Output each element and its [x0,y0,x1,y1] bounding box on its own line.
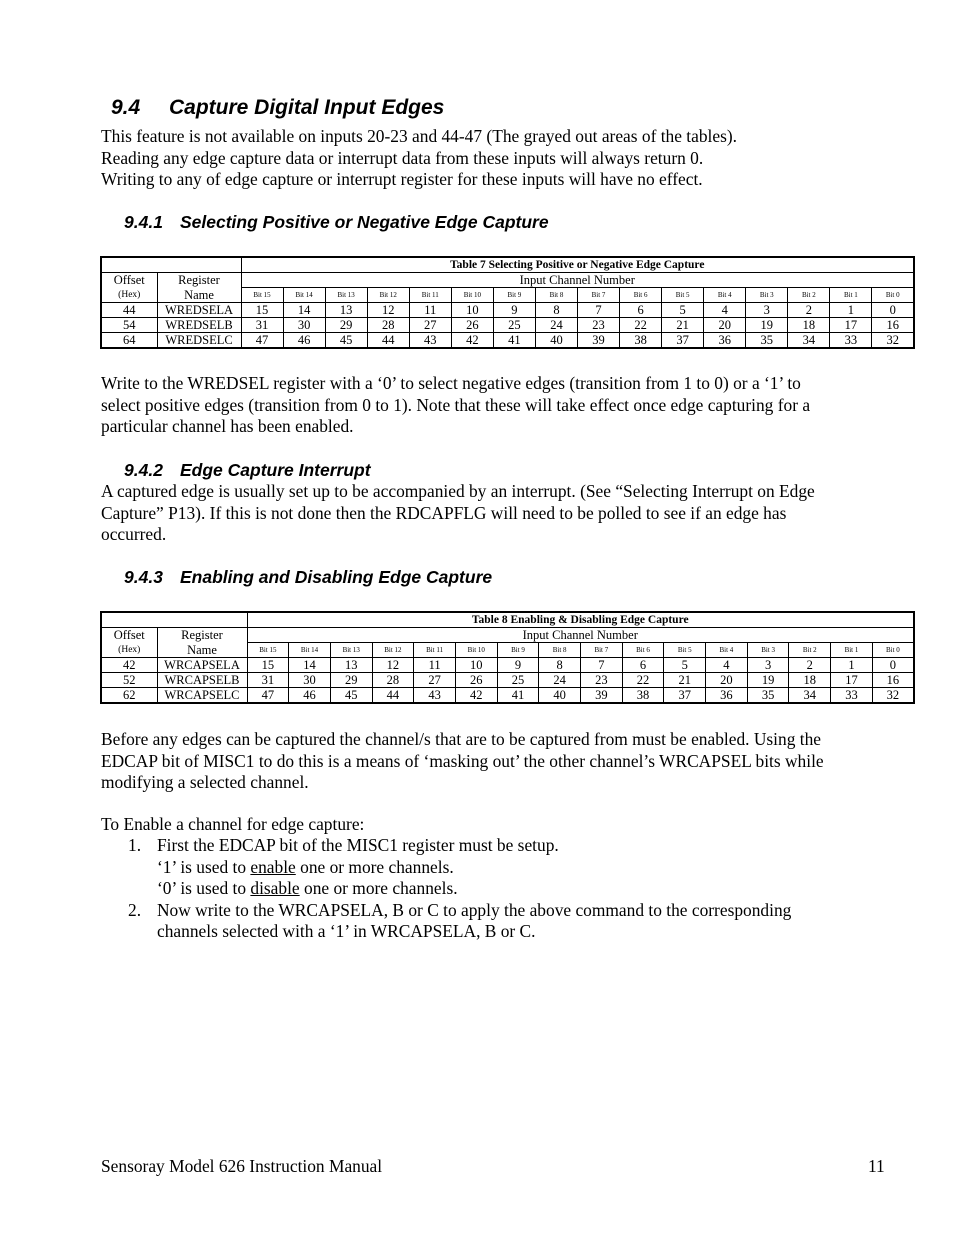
channel-cell: 1 [830,303,872,318]
bit-header: Bit 4 [704,288,746,303]
channel-cell: 30 [283,318,325,333]
table-row [101,318,914,333]
list-item [101,900,891,943]
channel-cell: 36 [706,688,748,704]
channel-cell: 18 [788,318,830,333]
channel-cell: 3 [746,303,788,318]
channel-cell: 7 [581,658,623,673]
register-name-cell: WREDSELC [157,333,241,349]
paragraph-line: EDCAP bit of MISC1 to do this is a means of ‘masking out’ the other channel’s WRCAPSEL bits while [101,750,824,771]
name-label: Name [157,288,241,303]
step-line [157,857,891,879]
bit-header: Bit 9 [493,288,535,303]
channel-cell: 16 [872,318,914,333]
register-name-cell: WREDSELA [157,303,241,318]
channel-cell: 29 [330,673,372,688]
channel-cell: 25 [497,673,539,688]
channel-cell: 32 [872,688,914,704]
bit-header: Bit 11 [409,288,451,303]
intro-paragraph [101,126,891,191]
bit-header: Bit 2 [789,643,831,658]
underlined-word: enable [250,856,296,877]
offset-cell: 64 [101,333,157,349]
channel-cell: 20 [704,318,746,333]
step-text: one or more channels. [299,878,458,899]
step-line: First the EDCAP bit of the MISC1 register must be setup. [157,835,559,855]
channel-cell: 34 [789,688,831,704]
channel-cell: 11 [414,658,456,673]
bit-header: Bit 15 [241,288,283,303]
channel-cell: 28 [372,673,414,688]
channel-cell: 0 [872,658,914,673]
footer-title: Sensoray Model 626 Instruction Manual [101,1156,383,1176]
register-header: Register [157,628,247,643]
channel-cell: 5 [664,658,706,673]
offset-cell: 62 [101,688,157,704]
offset-cell: 54 [101,318,157,333]
channel-cell: 6 [620,303,662,318]
step-line: channels selected with a ‘1’ in WRCAPSELA, B or C. [157,921,536,942]
bit-header: Bit 9 [497,643,539,658]
paragraph-line: Before any edges can be captured the channel/s that are to be captured from must be enabled. Using the [101,729,821,749]
table-row [101,673,914,688]
step-line: Now write to the WRCAPSELA, B or C to apply the above command to the corresponding [157,899,792,920]
bit-header: Bit 13 [325,288,367,303]
channel-cell: 2 [788,303,830,318]
channel-cell: 37 [664,688,706,704]
channel-cell: 36 [704,333,746,349]
channel-cell: 27 [409,318,451,333]
bit-header: Bit 1 [831,643,873,658]
steps-list [101,835,891,943]
channel-cell: 2 [789,658,831,673]
bit-header: Bit 7 [578,288,620,303]
channel-cell: 40 [535,333,577,349]
channel-cell: 46 [283,333,325,349]
paragraph-line: occurred. [101,524,167,545]
channel-cell: 33 [831,688,873,704]
section-title: Capture Digital Input Edges [169,96,445,119]
paragraph-line: select positive edges (transition from 0 to 1). Note that these will take effect once edge capturing for a [101,394,811,415]
channel-cell: 31 [247,673,289,688]
channel-cell: 24 [539,673,581,688]
step-text: ‘1’ is used to [157,856,251,877]
channel-cell: 10 [455,658,497,673]
table-bits-row [101,643,914,658]
subsection-title: Selecting Positive or Negative Edge Capture [180,212,549,232]
channel-cell: 28 [367,318,409,333]
channel-cell: 15 [247,658,289,673]
register-name-cell: WREDSELB [157,318,241,333]
subsection-title: Edge Capture Interrupt [180,460,371,480]
channel-cell: 45 [330,688,372,704]
bit-header: Bit 14 [289,643,331,658]
channel-cell: 41 [493,333,535,349]
list-item [101,835,891,900]
channel-cell: 43 [409,333,451,349]
channel-cell: 14 [289,658,331,673]
channel-cell: 42 [455,688,497,704]
input-channel-header: Input Channel Number [247,628,914,643]
table-caption: Table 7 Selecting Positive or Negative Edge Capture [241,257,914,273]
bit-header: Bit 13 [330,643,372,658]
channel-cell: 38 [620,333,662,349]
channel-cell: 13 [325,303,367,318]
channel-cell: 8 [535,303,577,318]
bit-header: Bit 15 [247,643,289,658]
underlined-word: disable [250,878,300,899]
channel-cell: 16 [872,673,914,688]
channel-cell: 20 [706,673,748,688]
intro-line: Reading any edge capture data or interrupt data from these inputs will always return 0. [101,147,704,168]
paragraph-line: modifying a selected channel. [101,772,309,793]
interrupt-paragraph [101,481,891,546]
channel-cell: 9 [493,303,535,318]
channel-cell: 22 [620,318,662,333]
channel-cell: 33 [830,333,872,349]
channel-cell: 6 [622,658,664,673]
channel-cell: 47 [241,333,283,349]
bit-header: Bit 10 [451,288,493,303]
paragraph-line: Capture” P13). If this is not done then the RDCAPFLG will need to be polled to see if an edge has [101,502,787,523]
channel-cell: 11 [409,303,451,318]
bit-header: Bit 7 [581,643,623,658]
channel-cell: 21 [664,673,706,688]
offset-header: Offset [101,628,157,643]
bit-header: Bit 4 [706,643,748,658]
channel-cell: 10 [451,303,493,318]
intro-line: Writing to any of edge capture or interrupt register for these inputs will have no effect. [101,169,703,190]
paragraph-line: particular channel has been enabled. [101,416,354,437]
hex-label: (Hex) [101,288,157,303]
section-heading [111,96,444,120]
channel-cell: 9 [497,658,539,673]
channel-cell: 0 [872,303,914,318]
list-marker: 2. [128,899,142,920]
channel-cell: 47 [247,688,289,704]
table-8 [100,611,915,704]
channel-cell: 4 [704,303,746,318]
subsection-title: Enabling and Disabling Edge Capture [180,567,493,587]
channel-cell: 45 [325,333,367,349]
step-line [157,878,891,900]
bit-header: Bit 0 [872,643,914,658]
bit-header: Bit 1 [830,288,872,303]
table-row [101,688,914,704]
channel-cell: 19 [746,318,788,333]
channel-cell: 22 [622,673,664,688]
list-marker: 1. [128,835,142,855]
channel-cell: 30 [289,673,331,688]
step-text: one or more channels. [295,856,454,877]
bit-header: Bit 12 [367,288,409,303]
bit-header: Bit 0 [872,288,914,303]
channel-cell: 34 [788,333,830,349]
bit-header: Bit 12 [372,643,414,658]
channel-cell: 17 [831,673,873,688]
table-caption-row [101,257,914,273]
table-row [101,658,914,673]
table-header-row [101,628,914,643]
bit-header: Bit 11 [414,643,456,658]
table-7 [100,256,915,349]
subsection-number: 9.4.1 [124,212,163,232]
channel-cell: 35 [747,688,789,704]
step-text: ‘0’ is used to [157,878,251,899]
register-name-cell: WRCAPSELB [157,673,247,688]
channel-cell: 26 [455,673,497,688]
register-name-cell: WRCAPSELC [157,688,247,704]
bit-header: Bit 5 [662,288,704,303]
channel-cell: 43 [414,688,456,704]
bit-header: Bit 8 [539,643,581,658]
channel-cell: 23 [581,673,623,688]
subsection-heading-3 [124,567,492,588]
channel-cell: 7 [578,303,620,318]
register-header: Register [157,273,241,288]
offset-header: Offset [101,273,157,288]
bit-header: Bit 2 [788,288,830,303]
bit-header: Bit 10 [455,643,497,658]
subsection-heading-1 [124,212,549,233]
paragraph-line: Write to the WREDSEL register with a ‘0’ to select negative edges (transition from 1 to 0) or a ‘1’ to [101,373,801,393]
bit-header: Bit 14 [283,288,325,303]
channel-cell: 12 [367,303,409,318]
hex-label: (Hex) [101,643,157,658]
channel-cell: 8 [539,658,581,673]
offset-cell: 44 [101,303,157,318]
before-paragraph [101,729,891,794]
page-number: 11 [868,1156,885,1176]
channel-cell: 13 [330,658,372,673]
bit-header: Bit 8 [535,288,577,303]
channel-cell: 27 [414,673,456,688]
paragraph-line: To Enable a channel for edge capture: [101,814,365,834]
table-caption: Table 8 Enabling & Disabling Edge Capture [247,612,914,628]
channel-cell: 25 [493,318,535,333]
channel-cell: 32 [872,333,914,349]
name-label: Name [157,643,247,658]
channel-cell: 35 [746,333,788,349]
channel-cell: 40 [539,688,581,704]
channel-cell: 39 [578,333,620,349]
table-row [101,303,914,318]
channel-cell: 4 [706,658,748,673]
channel-cell: 3 [747,658,789,673]
bit-header: Bit 6 [620,288,662,303]
channel-cell: 19 [747,673,789,688]
channel-cell: 44 [372,688,414,704]
offset-cell: 52 [101,673,157,688]
section-number: 9.4 [111,96,141,119]
intro-line: This feature is not available on inputs 20-23 and 44-47 (The grayed out areas of the tables). [101,126,738,146]
channel-cell: 14 [283,303,325,318]
register-name-cell: WRCAPSELA [157,658,247,673]
channel-cell: 23 [578,318,620,333]
to-enable-line [101,814,891,836]
table-bits-row [101,288,914,303]
offset-cell: 42 [101,658,157,673]
channel-cell: 18 [789,673,831,688]
channel-cell: 15 [241,303,283,318]
channel-cell: 38 [622,688,664,704]
subsection-heading-2 [124,460,371,481]
channel-cell: 42 [451,333,493,349]
bit-header: Bit 3 [747,643,789,658]
channel-cell: 39 [581,688,623,704]
channel-cell: 5 [662,303,704,318]
bit-header: Bit 3 [746,288,788,303]
subsection-number: 9.4.3 [124,567,163,587]
channel-cell: 37 [662,333,704,349]
channel-cell: 17 [830,318,872,333]
channel-cell: 1 [831,658,873,673]
table-header-row [101,273,914,288]
channel-cell: 24 [535,318,577,333]
table-caption-row [101,612,914,628]
channel-cell: 41 [497,688,539,704]
subsection-number: 9.4.2 [124,460,163,480]
input-channel-header: Input Channel Number [241,273,914,288]
bit-header: Bit 6 [622,643,664,658]
channel-cell: 12 [372,658,414,673]
channel-cell: 29 [325,318,367,333]
channel-cell: 26 [451,318,493,333]
channel-cell: 21 [662,318,704,333]
channel-cell: 44 [367,333,409,349]
table-row [101,333,914,349]
channel-cell: 31 [241,318,283,333]
paragraph-line: A captured edge is usually set up to be accompanied by an interrupt. (See “Selecting Interrupt on Edge [101,481,815,501]
wredsel-paragraph [101,373,891,438]
channel-cell: 46 [289,688,331,704]
bit-header: Bit 5 [664,643,706,658]
